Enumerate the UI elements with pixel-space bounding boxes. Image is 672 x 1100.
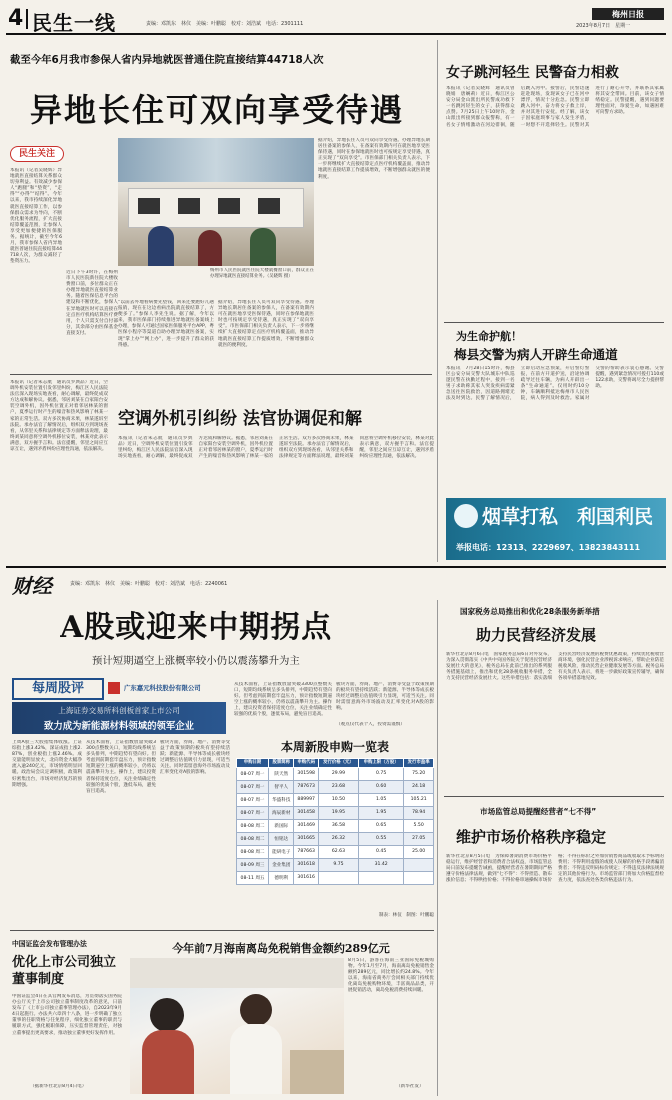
table-cell: 301469 [294,819,318,832]
hainan-body: 8月5日，游客在海南三亚国际免税城购物。今年1月至7月，海南离岛免税销售金额约289亿元，同比增长约24.8%。今年以来，海南省商务厅会同相关部门持续优化离岛免税购物环境，丰富商品品类，开展促销活动，离岛免税消费持续回暖。 [348,958,434,994]
market-headline: 维护市场价格秩序稳定 [456,828,607,846]
stock-body-5: 板块方面，券商、地产、消费等受益于政策预期的板块有望持续活跃；新能源、半导体等成长板块经过调整后估值吸引力显现，可适当关注。同时需留意海外市场波动及汇率变化对A股的影响。 [336,682,434,712]
table-cell: 0.75 [359,767,404,780]
lead-headline: 异地长住可双向享受待遇 [30,91,405,129]
lead-body-4: 据介绍，异地长住人员可双向享受待遇。办理异地长期居住备案的参保人，在备案有效期内可在就医地享受医保待遇，同时在参保地就医时也可按规定享受待遇，真正实现了“双向享受”。市医保部门相关负责人表示，下一步将继续扩大直接结算定点医疗机构覆盖面，推动异地就医直接结算工作提质增效，不断增强群众就医的便利度。 [218,300,314,348]
private-headline: 助力民营经济发展 [476,626,597,644]
stock-body-3: 板块方面，券商、地产、消费等受益于政策预期的板块有望持续活跃；新能源、半导体等成长板块经过调整后估值吸引力显现，可适当关注。同时需留意海外市场波动及汇率变化对A股的影响。 [160,740,230,776]
table-cell: 301598 [294,767,318,780]
lead-kicker: 截至今年6月我市参保人省内异地就医普通住院直接结算44718人次 [10,54,324,66]
table-cell: 23.68 [318,780,358,793]
aircon-headline: 空调外机引纠纷 法官协调促和解 [118,409,362,429]
jump-body: 本报讯（记者吴晓辉 通讯员曾晓娟 唐娴莉）近日，梅江区公安分局金山派出所民警成功救下一名跳河轻生的女子，获得群众点赞。7月25日上午10时许，金山派出所接到群众报警称，有一名女子情绪激动在河边徘徊，随后跳入河中。接警后，民警迅速赶赴现场，发现该女子已在河中漂浮，情况十分危急。民警立即跳入河中，奋力将女子救上岸，并对其进行安抚。经了解，该女子因家庭琐事与家人发生矛盾，一时想不开选择轻生。民警对其进行了耐心开导，并联系其家属将其安全带回。目前，该女子情绪稳定。民警提醒，遇到问题要理性面对，珍爱生命，如遇困难可向警方求助。 [446,86,664,128]
table-cell: 恒铭达 [269,832,294,845]
table-cell: 787673 [294,780,318,793]
private-kicker: 国家税务总局推出和优化28条服务新举措 [460,607,600,616]
lead-body-2: 近日下午3时许，在梅州市人民医院新住院大楼收费窗口前，多位群众正在办理异地就医直接结算业务。随着医保信息平台的建设和不断优化，参保人在异地就医时可以直接在定点医疗机构结算医疗费用，个人只需支付自付部分，其余部分由医保基金直接支付。 [66,270,118,336]
table-header-cell: 申购上限（万股） [359,759,404,768]
section-title: 民生一线 [32,11,116,32]
table-row [237,819,434,832]
table-cell: 08-07 周一 [237,780,269,793]
hainan-photo [130,958,344,1094]
table-cell: 0.55 [359,832,404,845]
table-cell: 08-07 周一 [237,767,269,780]
ad-phone: 举报电话：12313、2229697、13823843111 [456,543,641,552]
broker-name: 广东嘉元科技股份有限公司 [124,684,201,692]
table-cell [404,871,434,884]
table-cell: 1.95 [359,806,404,819]
stock-column-tag [12,678,104,700]
table-cell: 29.99 [318,767,358,780]
page-header [6,6,666,32]
table-row [237,767,434,780]
table-row [237,832,434,845]
table-cell [404,858,434,871]
traffic-kicker: 为生命护航！ [456,330,522,343]
table-cell: 301618 [294,858,318,871]
table-cell: 787663 [294,845,318,858]
table-cell: 889997 [294,793,318,806]
table-cell: 26.32 [318,832,358,845]
broker-logo [108,680,226,696]
table-cell: 301458 [294,806,318,819]
table-cell: 智平人 [269,780,294,793]
newspaper-logo: 梅州日报 [592,8,664,20]
table-cell: 25.00 [404,845,434,858]
table-cell: 78.94 [404,806,434,819]
aircon-body: 本报讯（记者朱志航 通讯员罗典品）近日，空调外机安装位置引发邻里纠纷，梅江区人民法院法官深入现场实地查看，耐心调解，最终促成双方达成和解协议。据悉，邻居刘某在自家阳台安装空调外机，因外机位置正对着邻居林某的窗户，夏季运行时产生的噪音和热风影响了林某一家的正常生活。双方多次协商未果，林某遂诉至法院。承办法官了解情况后，组织双方到现场查看，从邻里关系和法律规定等方面释法说理，最终刘某同意将空调外机移位安装，林某对此表示满意，双方握手言和。法官提醒，邻里之间应互谅互让，遇到矛盾纠纷应理性沟通，依法解决。 [118,436,434,460]
table-cell [359,871,404,884]
hainan-source: （新华社发） [396,1084,424,1089]
market-kicker: 市场监管总局提醒经营者“七不得” [480,807,597,816]
lead-body-5: 据介绍，异地长住人员可双向享受待遇。办理异地长期居住备案的参保人，在备案有效期内可在就医地享受医保待遇，同时在参保地就医时也可按规定享受待遇，真正实现了“双向享受”。市医保部门相关负责人表示，下一步将继续扩大直接结算定点医疗机构覆盖面，推动异地就医直接结算工作提质增效，不断增强群众就医的便利度。 [318,138,430,180]
table-cell: 19.95 [318,806,358,819]
anti-smuggling-ad [446,498,666,560]
stock-banner-line2: 致力成为新能源材料领域的领军企业 [43,721,194,732]
ad-headline: 烟草打私 利国利民 [482,506,654,528]
table-cell: 陕天然 [269,767,294,780]
csrc-body: 中国证监会4日在其官网发布消息，为贯彻落实国务院办公厅关于上市公司独立董事制度改革的意见，日前发布了《上市公司独立董事管理办法》，自2023年9月4日起施行。办法共六章四十八条，进一步明确了独立董事的任职资格与任免程序，细化独立董事的职责与履职方式，强化履职保障，压实监督管理责任，对独立董事提出更高要求，推动独立董事更好发挥作用。 [12,994,122,1036]
table-cell: 华盛科技 [269,793,294,806]
table-cell: 301665 [294,832,318,845]
table-cell: 31.42 [359,858,404,871]
table-cell: 08-07 周一 [237,806,269,819]
csrc-kicker: 中国证监会发布管理办法 [12,940,87,948]
jump-headline: 女子跳河轻生 民警奋力相救 [446,65,619,81]
table-row [237,845,434,858]
table-cell: 08-08 周二 [237,832,269,845]
market-body: 新华社北京8月5日电 为保障暑期消费市场价格平稳运行，维护经营者和消费者合法权益，市场监管总局日前发布提醒告诫函，提醒经营者在暑期期间严格遵守价格法律法规，做到“七不得”：不得捏造、散布涨价信息；不得哄抬价格；不得价格串通操纵市场价格；不得在标价之外加价销售商品或收取未予标明的费用；不得利用虚假的或使人误解的价格手段诱骗消费者；不得违反明码标价规定；不得违反法律法规规定的其他价格行为。市场监管部门将加大价格监督检查力度，依法查处各类价格违法行为。 [446,854,664,884]
table-header-cell: 股票简称 [269,759,294,768]
column-tag [10,146,64,162]
stock-headline: A股或迎来中期拐点 [60,610,333,645]
table-header-cell: 发行市盈率 [404,759,434,768]
traffic-body: 本报讯 7月28日15时许，梅县区公安分局交警大队城东中队巡逻民警在执勤过程中，接到一名男子求助称其家人突发疾病需紧急送往医院救治，因道路拥堵无法及时到达。民警了解情况后，立即启动应急预案，开启警灯警报，在前方开道护送，沿途协调疏导过往车辆，为病人开辟出一条“生命通道”。仅用时约10分钟，车辆顺利抵达梅州市人民医院，病人得到及时救治。家属对交警的帮助表示衷心感谢。交警提醒，遇到紧急情况可拨打110或122求助，交警将竭尽全力提供帮助。 [446,366,664,402]
table-header-cell: 申购代码 [294,759,318,768]
table-cell: 9.75 [318,858,358,871]
table-cell: 金业集团 [269,858,294,871]
table-header-cell: 申购日期 [237,759,269,768]
finance-header [6,570,666,596]
table-cell: 301616 [294,871,318,884]
table-cell: 08-08 周二 [237,819,269,832]
private-body: 新华社北京8月6日电 国家税务总局6日对外发布，为深入贯彻落实《中共中央国务院关于促进民营经济发展壮大的意见》，税务总局在此前已推出的系列服务措施基础上，推出和优化28条税收服务举措，全力支持民营经济发展壮大。这些举措包括：落实落细支持民营经济发展的税费优惠政策，持续优化税收营商环境，强化民营企业涉税诉求响应，帮助企业防范税收风险，推动民营企业健康发展等方面。税务总局有关负责人表示，将进一步做好政策宣传辅导，确保各项举措落地见效。 [446,652,664,682]
table-cell: 能研电子 [269,845,294,858]
csrc-headline: 优化上市公司独立董事制度 [12,955,117,987]
newstock-table [236,758,434,885]
lead-photo [118,138,314,266]
traffic-headline: 梅县交警为病人开辟生命通道 [454,347,618,362]
stock-body-2: 从技术面看，上证指数放量突破3300点整数关口，短期均线系统呈多头排列，中期趋势有望向好。但考虑到前期套牢盘压力，预计指数短期逼空上涨的概率较小，仍将以震荡攀升为主。操作上，建议投资者保持适度仓位，关注业绩确定性较强的优质个股，逢低布局，避免盲目追高。 [86,740,156,794]
stock-subtitle: 预计短期逼空上涨概率较小仍以震荡攀升为主 [92,655,300,667]
table-header-cell: 发行价格（元） [318,759,358,768]
issue-date: 2023年8月7日 星期一 [576,23,631,29]
lead-body-3: “以前去外地看病要先垫钱，回来还要跑好几趟报销，现在在这边看病出院就直接结算了，方便多了。”参保人李先生说。据了解，今年以来，我市医保部门持续推进异地就医备案线上办理，参保人可通过国家医保服务平台APP、粤医保小程序等渠道自助办理异地就医备案，实现“掌上办”“网上办”，进一步提升了群众的获得感。 [118,300,214,348]
table-header-row [237,759,434,768]
table-cell: 36.58 [318,819,358,832]
editor-credits: 责编：邓凯东 林仪 美编：叶鹏聪 校对：刘浩斌 电话：2301111 [146,21,304,27]
table-row [237,806,434,819]
stock-body-4: 从技术面看，上证指数放量突破3300点整数关口，短期均线系统呈多头排列，中期趋势有望向好。但考虑到前期套牢盘压力，预计指数短期逼空上涨的概率较小，仍将以震荡攀升为主。操作上，建议投资者保持适度仓位，关注业绩确定性较强的优质个股，逢低布局，避免盲目追高。 [234,682,332,718]
table-cell: 0.60 [359,780,404,793]
table-cell: 0.45 [359,845,404,858]
page-number: 4 [8,6,24,31]
finance-editor-credits: 责编：邓凯东 林仪 美编：叶鹏聪 校对：刘浩斌 电话：2240061 [70,581,228,587]
table-cell [318,871,358,884]
table-cell: 08-09 周三 [237,858,269,871]
table-cell: 德明利 [269,871,294,884]
newstock-title: 本周新股申购一览表 [280,740,389,754]
stock-column-label: 每周股评 [31,681,84,696]
table-row [237,793,434,806]
table-cell: 62.63 [318,845,358,858]
table-cell: 10.50 [318,793,358,806]
hainan-headline: 今年前7月海南离岛免税销售金额约289亿元 [172,942,390,955]
table-cell: 08-08 周二 [237,845,269,858]
lead-body-1: 本报讯（记者吴晓辉）异地就医直接结算关系群众切身利益。有效减少参保人“跑腿”和“垫资”，“走得”“办得”“结得”。今年以来，我市持续深化异地就医直接结算工作，以参保群众需求为导向，不断优化服务流程，扩大直接结算覆盖范围，让参保人享受更加便捷的医保服务。据统计，截至今年6月，我市参保人省内异地就医普通住院直接结算44718人次，为群众减轻了垫资压力。 [10,168,62,265]
table-row [237,871,434,884]
table-cell: 08-07 周一 [237,793,269,806]
table-cell: 75.20 [404,767,434,780]
table-cell: 新国际 [269,819,294,832]
table-cell: 08-11 周五 [237,871,269,884]
table-cell: 27.05 [404,832,434,845]
table-cell: 105.21 [404,793,434,806]
aircon-body-lead: 本报讯（记者朱志航 通讯员罗典品）近日，空调外机安装位置引发邻里纠纷，梅江区人民法院法官深入现场实地查看，耐心调解，最终促成双方达成和解协议。据悉，邻居刘某在自家阳台安装空调外机，因外机位置正对着邻居林某的窗户，夏季运行时产生的噪音和热风影响了林某一家的正常生活。双方多次协商未果，林某遂诉至法院。承办法官了解情况后，组织双方到现场查看，从邻里关系和法律规定等方面释法说理，最终刘某同意将空调外机移位安装，林某对此表示满意，双方握手言和。法官提醒，邻里之间应互谅互让，遇到矛盾纠纷应理性沟通，依法解决。 [10,380,108,453]
table-cell: 0.65 [359,819,404,832]
table-cell: 海辰新材 [269,806,294,819]
stock-banner-line1: 上海证券交易所科创板首家上市公司 [58,706,180,715]
lead-photo-caption: 梅州市人民医院就医住院大楼就餐窗口前，群众正在办理异地就医直接结算业务。（吴晓辉 摄） [210,268,314,279]
table-cell: 24.18 [404,780,434,793]
newstock-source: 制表：林仪 制图：叶鹏聪 [378,913,434,918]
stock-banner [12,702,226,734]
csrc-source: （据新华社北京8月4日电） [30,1084,87,1089]
table-cell: 5.50 [404,819,434,832]
table-cell: 1.05 [359,793,404,806]
finance-section-title: 财经 [12,574,52,596]
table-row [237,858,434,871]
column-tag-label: 民生关注 [18,149,55,159]
newstock-table-wrap [236,758,434,908]
table-row [237,780,434,793]
stock-disclaimer: （观点仅代表个人，投资需谨慎） [336,722,405,727]
stock-body-1: 上周A股三大股指集体收涨。上证综指上涨3.42%，深证成指上涨2.87%，创业板指上涨2.46%。成交量能明显放大，北向资金大幅净流入逾240亿元，市场情绪明显回暖。政治局会议定调积极，政策利好密集出台，市场对经济复苏的预期增强。 [12,740,82,788]
